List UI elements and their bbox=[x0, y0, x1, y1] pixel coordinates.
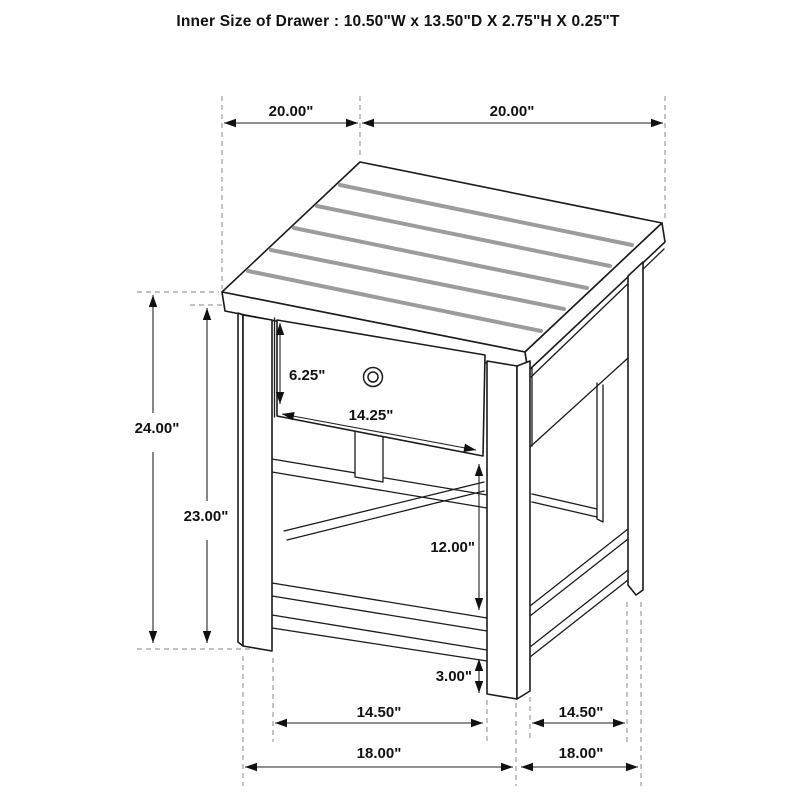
front-left-leg bbox=[243, 315, 272, 651]
dim-label-inner-width-right: 14.50" bbox=[558, 704, 604, 721]
dim-label-drawer-width: 14.25" bbox=[348, 407, 394, 424]
front-face bbox=[238, 313, 530, 699]
drawer-support-block bbox=[355, 431, 383, 482]
drawer-inner-size-title: Inner Size of Drawer : 10.50"W x 13.50"D X 2.75"H X 0.25"T bbox=[176, 13, 620, 30]
side-apron-bottom-edge bbox=[530, 358, 628, 447]
dim-label-top-left-width: 20.00" bbox=[268, 103, 314, 120]
interior-drawer-rail bbox=[532, 494, 597, 517]
dim-label-shelf-opening: 12.00" bbox=[430, 539, 475, 556]
side-shelf-edge bbox=[530, 529, 628, 616]
rear-right-leg bbox=[628, 262, 643, 595]
interior-rear-left-leg bbox=[597, 383, 603, 522]
front-corner-leg-side bbox=[517, 361, 530, 699]
front-stretcher bbox=[272, 615, 487, 661]
shelf-front-edge bbox=[272, 583, 487, 631]
dim-label-top-right-width: 20.00" bbox=[489, 103, 535, 120]
dim-label-outer-width-right: 18.00" bbox=[558, 745, 604, 762]
dim-label-bottom-clearance: 3.00" bbox=[435, 668, 472, 685]
dim-label-inner-width-left: 14.50" bbox=[356, 704, 402, 721]
right-side-panel bbox=[530, 358, 628, 657]
side-stretcher bbox=[530, 570, 628, 657]
front-corner-leg bbox=[487, 361, 517, 699]
dim-label-drawer-height: 6.25" bbox=[289, 367, 326, 384]
dim-label-outer-width-left: 18.00" bbox=[356, 745, 402, 762]
dim-label-overall-height: 24.00" bbox=[134, 420, 180, 437]
dim-label-base-height: 23.00" bbox=[183, 508, 229, 525]
